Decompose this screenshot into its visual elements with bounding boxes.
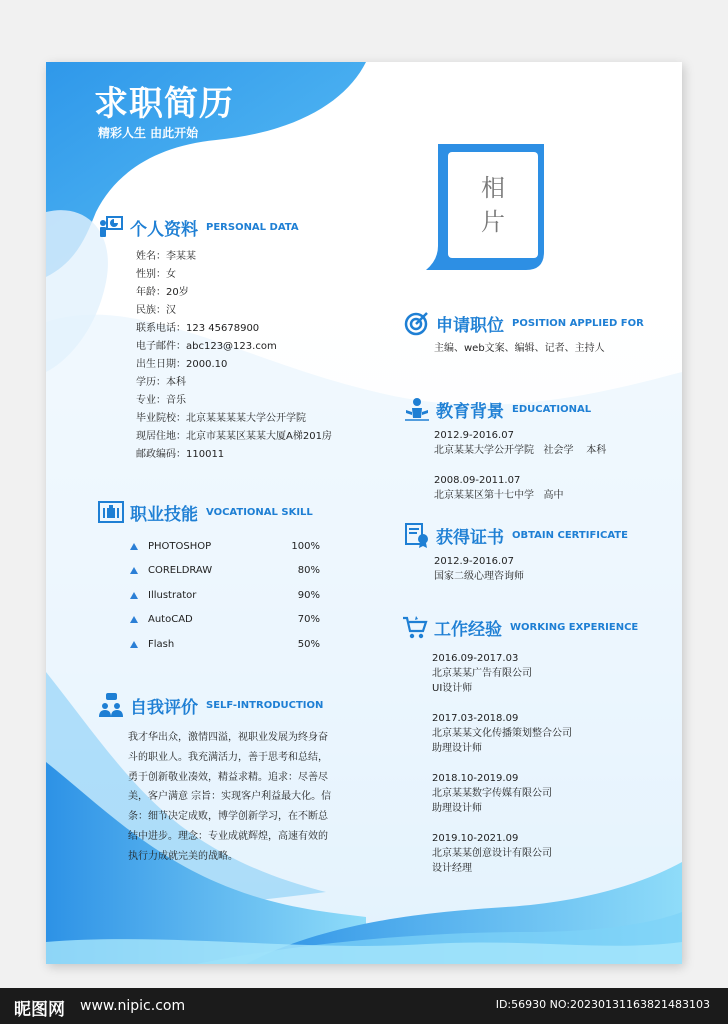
info-postcode: 邮政编码：110011: [136, 449, 225, 460]
education-item: [434, 473, 606, 503]
work-company: 北京某某创意设计有限公司: [432, 848, 552, 859]
users-chat-icon: [98, 692, 124, 718]
education-date: 2012.9-2016.07: [434, 430, 514, 441]
certificate-subtitle: OBTAIN CERTIFICATE: [512, 529, 628, 541]
info-major: 专业：音乐: [136, 395, 186, 406]
skill-name: PHOTOSHOP: [148, 540, 212, 552]
info-name: 姓名：李某某: [136, 251, 196, 262]
self-intro-subtitle: SELF-INTRODUCTION: [206, 699, 324, 711]
skill-item: [130, 583, 320, 608]
education-detail: 北京某某区第十七中学 高中: [434, 490, 564, 501]
target-icon: [404, 310, 430, 336]
info-age: 年龄：20岁: [136, 287, 189, 298]
position-text: 主编、web文案、编辑、记者、主持人: [434, 343, 605, 354]
education-list: [434, 428, 606, 518]
triangle-icon: [130, 616, 138, 623]
photo-label-line1: 相: [481, 174, 505, 202]
personal-data-heading: [98, 214, 299, 240]
info-school: 毕业院校：北京某某某某大学公开学院: [136, 413, 306, 424]
education-item: [434, 428, 606, 458]
work-heading: [402, 614, 638, 640]
presentation-icon: [98, 214, 124, 240]
skill-item: [130, 608, 320, 633]
triangle-icon: [130, 641, 138, 648]
position-subtitle: POSITION APPLIED FOR: [512, 317, 644, 329]
work-list: [432, 651, 572, 891]
personal-info-list: [136, 248, 332, 464]
skill-percent: 80%: [297, 565, 320, 577]
work-date: 2018.10-2019.09: [432, 773, 519, 784]
certificate-date: 2012.9-2016.07: [434, 556, 514, 567]
certificate-icon: [404, 522, 430, 548]
skills-heading: [98, 499, 313, 525]
info-degree: 学历：本科: [136, 377, 186, 388]
position-title: 申请职位: [436, 315, 504, 336]
watermark-logo: 昵图网: [14, 1000, 65, 1020]
certificate-title: 获得证书: [436, 527, 504, 548]
photo-placeholder: [448, 152, 538, 258]
page-title: 求职简历: [94, 84, 234, 124]
education-detail: 北京某某大学公开学院 社会学 本科: [434, 445, 607, 456]
skills-title: 职业技能: [130, 504, 198, 525]
work-item: [432, 831, 572, 876]
info-gender: 性别：女: [136, 269, 176, 280]
skill-percent: 100%: [291, 540, 320, 552]
education-date: 2008.09-2011.07: [434, 475, 521, 486]
briefcase-icon: [98, 499, 124, 525]
skill-name: Illustrator: [148, 589, 197, 601]
skill-percent: 50%: [297, 638, 320, 650]
skill-item: [130, 632, 320, 657]
info-birthdate: 出生日期：2000.10: [136, 359, 228, 370]
skill-name: CORELDRAW: [148, 565, 213, 577]
work-role: 助理设计师: [432, 803, 482, 814]
triangle-icon: [130, 543, 138, 550]
work-company: 北京某某广告有限公司: [432, 668, 532, 679]
work-item: [432, 651, 572, 696]
education-heading: [404, 396, 591, 422]
graduate-icon: [404, 396, 430, 422]
work-item: [432, 711, 572, 756]
info-phone: 联系电话：123 45678900: [136, 323, 260, 334]
photo-label-line2: 片: [481, 208, 505, 236]
info-address: 现居住地：北京市某某区某某大厦A梯201房: [136, 431, 332, 442]
info-email: 电子邮件：abc123@123.com: [136, 341, 277, 352]
self-intro-heading: [98, 692, 323, 718]
self-intro-text: 我才华出众，激情四溢，视职业发展为终身奋斗的职业人。我充满活力，善于思考和总结，勇于创新敬业凑效，精益求精。追求：尽善尽美，客户满意 宗旨：实现客户利益最大化。信条：细节决定成败，博学创新学习，在不断总结中进步。理念：专业成就辉煌，高速有效的执行力成就完美的战略。: [128, 732, 332, 862]
certificate-item: [434, 554, 524, 584]
watermark-footer: [0, 988, 728, 1024]
skill-item: [130, 534, 320, 559]
work-item: [432, 771, 572, 816]
work-date: 2017.03-2018.09: [432, 713, 519, 724]
education-title: 教育背景: [436, 401, 504, 422]
watermark-site: www.nipic.com: [80, 998, 186, 1014]
skill-percent: 90%: [297, 589, 320, 601]
skill-item: [130, 559, 320, 584]
page-subtitle: 精彩人生 由此开始: [98, 126, 199, 140]
skill-name: Flash: [148, 638, 175, 650]
resume-page: [46, 62, 682, 964]
triangle-icon: [130, 592, 138, 599]
work-role: 设计经理: [432, 863, 472, 874]
cart-icon: [402, 614, 428, 640]
certificate-heading: [404, 522, 628, 548]
personal-data-subtitle: PERSONAL DATA: [206, 221, 299, 233]
work-date: 2019.10-2021.09: [432, 833, 519, 844]
certificate-detail: 国家二级心理咨询师: [434, 571, 524, 582]
triangle-icon: [130, 567, 138, 574]
work-role: 助理设计师: [432, 743, 482, 754]
work-company: 北京某某数字传媒有限公司: [432, 788, 552, 799]
work-title: 工作经验: [434, 619, 502, 640]
info-ethnicity: 民族：汉: [136, 305, 176, 316]
work-role: UI设计师: [432, 683, 473, 694]
self-intro-title: 自我评价: [130, 697, 198, 718]
education-subtitle: EDUCATIONAL: [512, 403, 592, 415]
skill-name: AutoCAD: [148, 614, 193, 626]
skill-percent: 70%: [297, 614, 320, 626]
work-company: 北京某某文化传播策划整合公司: [432, 728, 572, 739]
work-subtitle: WORKING EXPERIENCE: [510, 621, 639, 633]
work-date: 2016.09-2017.03: [432, 653, 519, 664]
skills-subtitle: VOCATIONAL SKILL: [206, 506, 313, 518]
position-heading: [404, 310, 644, 336]
watermark-id: ID:56930 NO:20230131163821483103: [495, 998, 710, 1011]
skills-list: [130, 534, 320, 657]
personal-data-title: 个人资料: [130, 219, 198, 240]
